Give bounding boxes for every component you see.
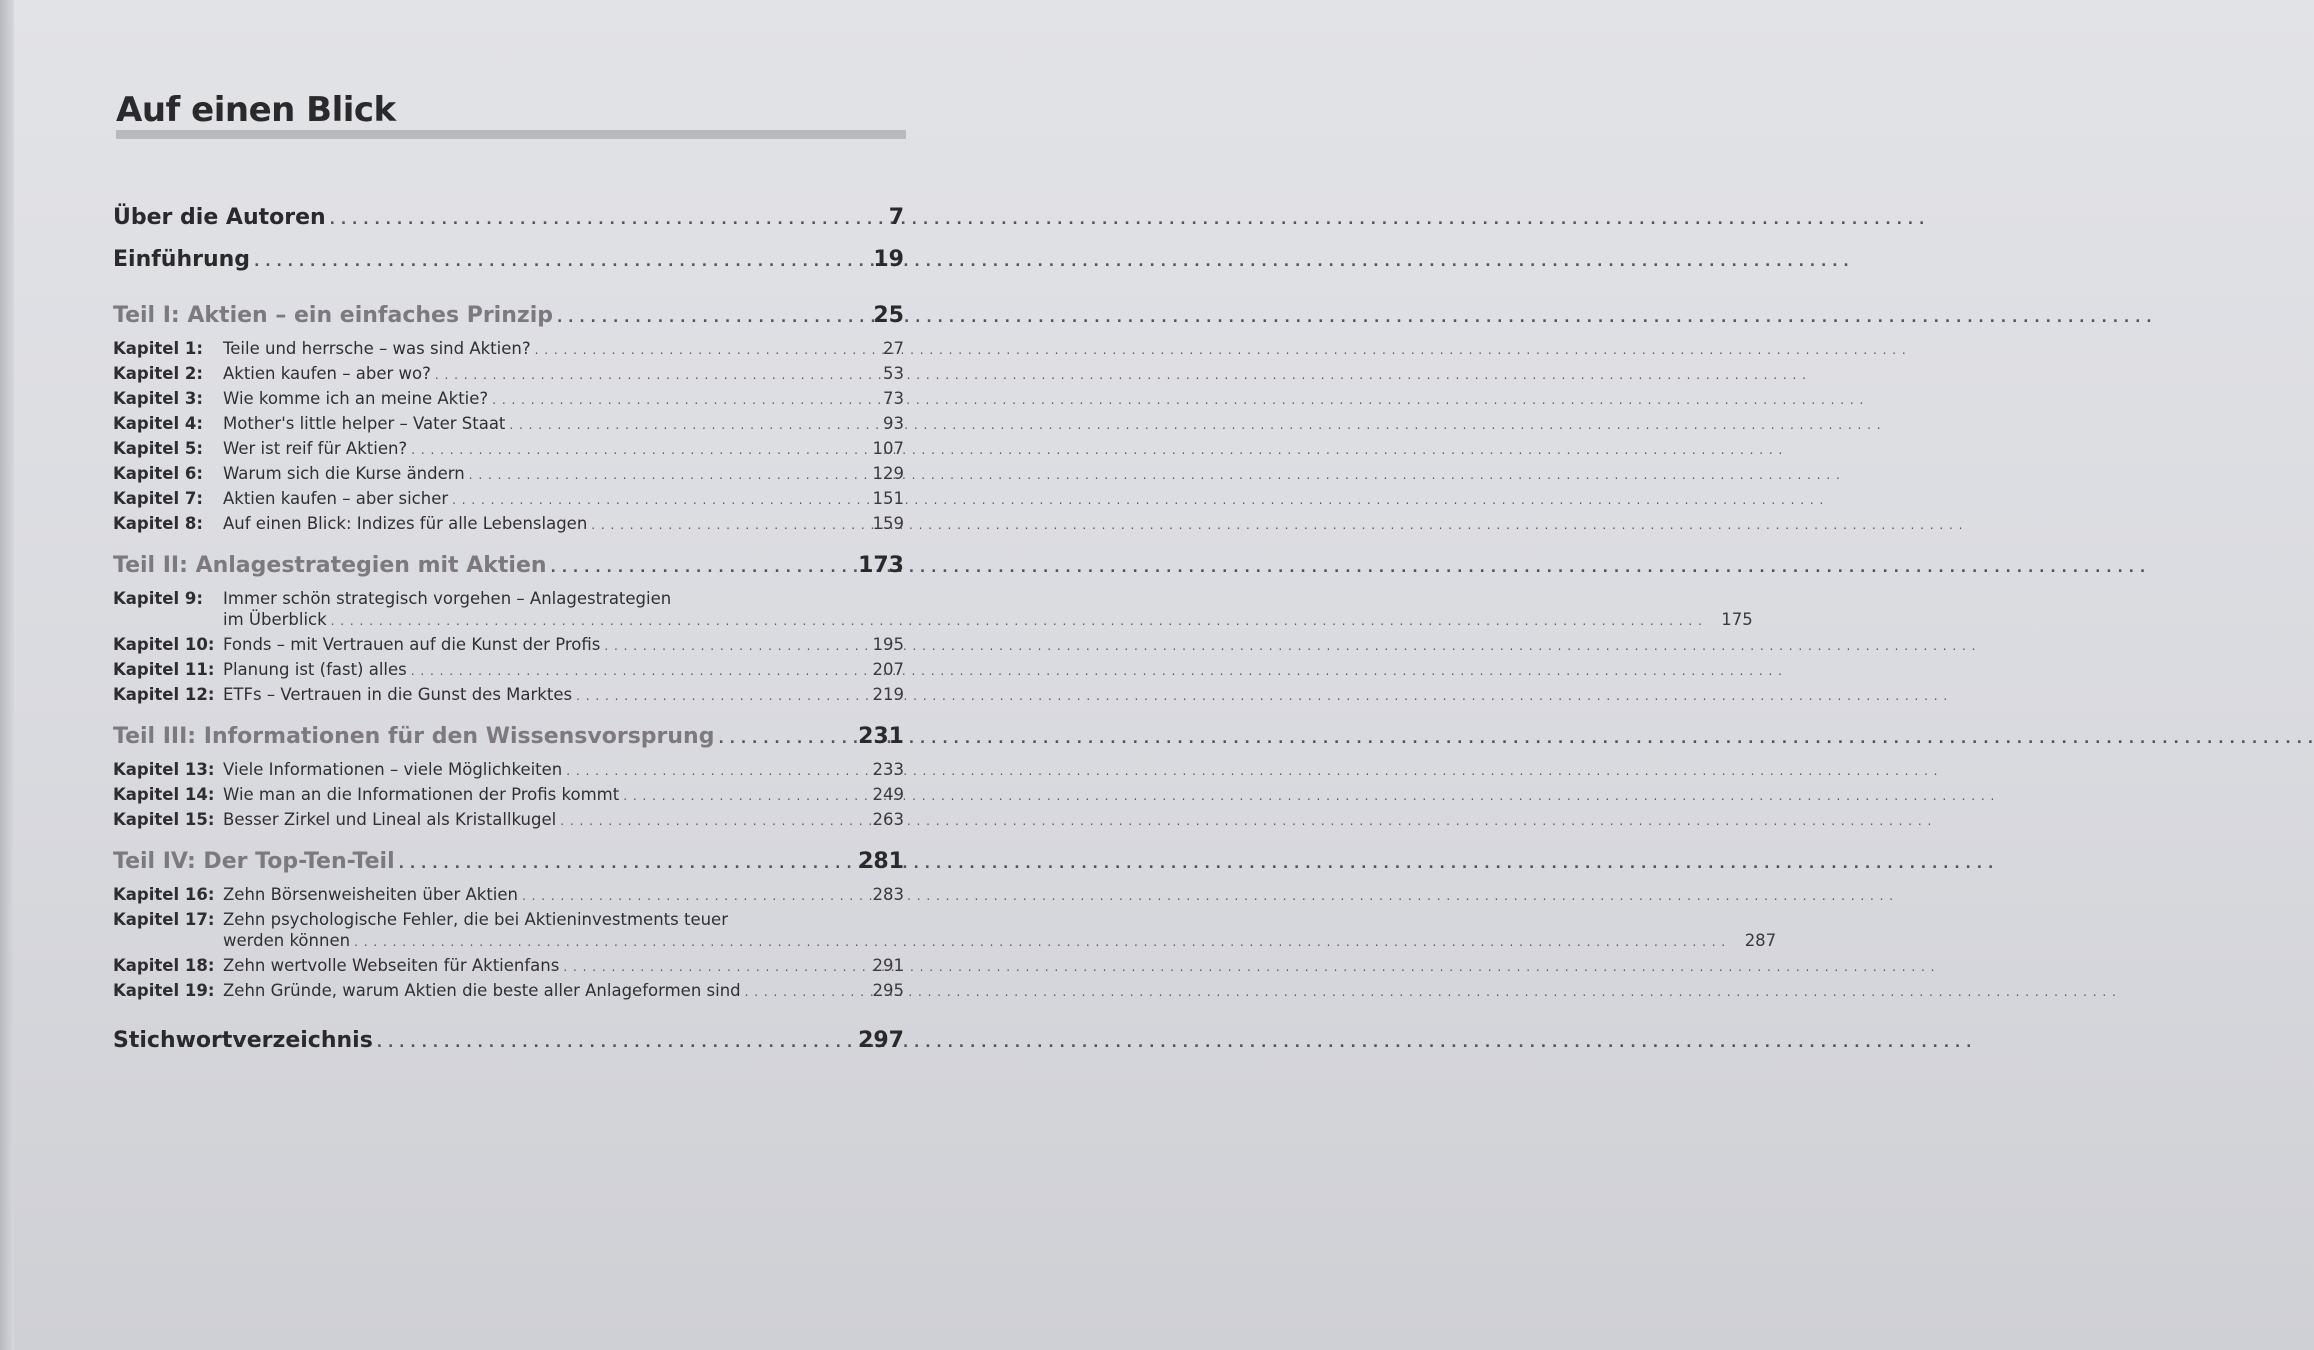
chapter-title-line-1: Zehn psychologische Fehler, die bei Aktieninvestments teuer bbox=[223, 910, 728, 929]
part-page: 25 bbox=[873, 303, 904, 328]
chapter-label: Kapitel 15: bbox=[113, 810, 215, 829]
part-title: Teil IV: Der Top-Ten-Teil bbox=[113, 849, 395, 874]
chapter-title: Zehn Börsenweisheiten über Aktien bbox=[223, 885, 518, 904]
part-title: Teil I: Aktien – ein einfaches Prinzip bbox=[113, 303, 553, 328]
toc-chapter-4[interactable] bbox=[113, 414, 904, 439]
chapter-title-line-2: im Überblick bbox=[223, 610, 327, 629]
toc-chapter-14[interactable] bbox=[113, 785, 904, 810]
chapter-label: Kapitel 6: bbox=[113, 464, 203, 483]
chapter-title: Aktien kaufen – aber wo? bbox=[223, 364, 431, 383]
chapter-label: Kapitel 13: bbox=[113, 760, 215, 779]
chapter-page: 287 bbox=[1744, 931, 1777, 950]
chapter-label: Kapitel 7: bbox=[113, 489, 203, 508]
leader-dots bbox=[354, 935, 1726, 949]
toc-chapter-8[interactable] bbox=[113, 514, 904, 539]
leader-dots bbox=[557, 310, 858, 326]
toc-chapter-3[interactable] bbox=[113, 389, 904, 414]
chapter-page: 93 bbox=[883, 414, 904, 433]
leader-dots bbox=[718, 731, 852, 747]
leader-dots bbox=[452, 493, 854, 507]
chapter-title: Viele Informationen – viele Möglichkeiten bbox=[223, 760, 563, 779]
toc-chapter-12[interactable] bbox=[113, 685, 904, 710]
leader-dots bbox=[411, 443, 854, 457]
chapter-title: Besser Zirkel und Lineal als Kristallkugel bbox=[223, 810, 557, 829]
chapter-page: 107 bbox=[872, 439, 904, 458]
entry-page: 19 bbox=[873, 247, 904, 272]
toc-entry-index[interactable] bbox=[113, 1028, 904, 1070]
chapter-label: Kapitel 17: bbox=[113, 910, 215, 929]
chapter-title: Warum sich die Kurse ändern bbox=[223, 464, 465, 483]
chapter-label: Kapitel 14: bbox=[113, 785, 215, 804]
chapter-page: 249 bbox=[872, 785, 904, 804]
toc-chapter-10[interactable] bbox=[113, 635, 904, 660]
toc-chapter-16[interactable] bbox=[113, 885, 904, 910]
toc-chapter-6[interactable] bbox=[113, 464, 904, 489]
entry-page: 7 bbox=[888, 205, 904, 230]
leader-dots bbox=[492, 393, 854, 407]
leader-dots bbox=[254, 254, 858, 270]
leader-dots bbox=[535, 343, 854, 357]
leader-dots bbox=[566, 764, 854, 778]
chapter-title: Wie man an die Informationen der Profis kommt bbox=[223, 785, 620, 804]
page-edge bbox=[0, 0, 14, 1350]
toc-part-3[interactable] bbox=[113, 724, 904, 760]
toc-chapter-5[interactable] bbox=[113, 439, 904, 464]
toc-chapter-15[interactable] bbox=[113, 810, 904, 835]
chapter-label: Kapitel 1: bbox=[113, 339, 203, 358]
chapter-label: Kapitel 10: bbox=[113, 635, 215, 654]
entry-page: 297 bbox=[858, 1028, 904, 1053]
chapter-label: Kapitel 19: bbox=[113, 981, 215, 1000]
toc-chapter-11[interactable] bbox=[113, 660, 904, 685]
leader-dots bbox=[330, 212, 858, 228]
chapter-label: Kapitel 9: bbox=[113, 589, 203, 608]
chapter-title: Fonds – mit Vertrauen auf die Kunst der Profis bbox=[223, 635, 601, 654]
chapter-page: 283 bbox=[872, 885, 904, 904]
toc-chapter-7[interactable] bbox=[113, 489, 904, 514]
toc-chapter-9[interactable] bbox=[113, 589, 1753, 635]
page-title: Auf einen Blick bbox=[116, 90, 396, 130]
chapter-page: 295 bbox=[872, 981, 904, 1000]
chapter-page: 129 bbox=[872, 464, 904, 483]
chapter-page: 175 bbox=[1721, 610, 1753, 629]
chapter-label: Kapitel 16: bbox=[113, 885, 215, 904]
table-of-contents bbox=[113, 205, 1777, 1070]
toc-chapter-17[interactable] bbox=[113, 910, 1777, 956]
chapter-page: 207 bbox=[872, 660, 904, 679]
leader-dots bbox=[604, 639, 854, 653]
chapter-page: 291 bbox=[872, 956, 904, 975]
leader-dots bbox=[745, 985, 854, 999]
toc-part-4[interactable] bbox=[113, 849, 904, 885]
chapter-title: Zehn Gründe, warum Aktien die beste aller Anlageformen sind bbox=[223, 981, 741, 1000]
toc-entry-introduction[interactable] bbox=[113, 247, 904, 289]
chapter-label: Kapitel 2: bbox=[113, 364, 203, 383]
chapter-label: Kapitel 4: bbox=[113, 414, 203, 433]
leader-dots bbox=[522, 889, 854, 903]
chapter-label: Kapitel 3: bbox=[113, 389, 203, 408]
toc-chapter-18[interactable] bbox=[113, 956, 904, 981]
leader-dots bbox=[563, 960, 854, 974]
chapter-label: Kapitel 11: bbox=[113, 660, 215, 679]
heading-block bbox=[116, 88, 906, 139]
leader-dots bbox=[591, 518, 854, 532]
toc-part-1[interactable] bbox=[113, 303, 904, 339]
part-page: 173 bbox=[858, 553, 904, 578]
chapter-page: 27 bbox=[883, 339, 904, 358]
toc-chapter-1[interactable] bbox=[113, 339, 904, 364]
entry-title: Stichwortverzeichnis bbox=[113, 1028, 373, 1053]
chapter-title: Aktien kaufen – aber sicher bbox=[223, 489, 449, 508]
chapter-label: Kapitel 8: bbox=[113, 514, 203, 533]
toc-chapter-13[interactable] bbox=[113, 760, 904, 785]
toc-part-2[interactable] bbox=[113, 553, 904, 589]
chapter-page: 233 bbox=[872, 760, 904, 779]
leader-dots bbox=[469, 468, 854, 482]
chapter-label: Kapitel 5: bbox=[113, 439, 203, 458]
entry-title: Über die Autoren bbox=[113, 205, 326, 230]
leader-dots bbox=[411, 664, 854, 678]
part-title: Teil III: Informationen für den Wissensvorsprung bbox=[113, 724, 715, 749]
chapter-title-line-1: Immer schön strategisch vorgehen – Anlagestrategien bbox=[223, 589, 672, 608]
toc-entry-authors[interactable] bbox=[113, 205, 904, 247]
chapter-page: 195 bbox=[872, 635, 904, 654]
leader-dots bbox=[551, 560, 853, 576]
chapter-page: 151 bbox=[872, 489, 904, 508]
chapter-title-line-2: werden können bbox=[223, 931, 351, 950]
leader-dots bbox=[560, 814, 854, 828]
leader-dots bbox=[435, 368, 854, 382]
chapter-label: Kapitel 18: bbox=[113, 956, 215, 975]
chapter-title: Zehn wertvolle Webseiten für Aktienfans bbox=[223, 956, 560, 975]
leader-dots bbox=[623, 789, 854, 803]
part-page: 231 bbox=[858, 724, 904, 749]
toc-chapter-2[interactable] bbox=[113, 364, 904, 389]
chapter-page: 53 bbox=[883, 364, 904, 383]
chapter-page: 73 bbox=[883, 389, 904, 408]
leader-dots bbox=[509, 418, 854, 432]
chapter-title: Auf einen Blick: Indizes für alle Lebenslagen bbox=[223, 514, 588, 533]
chapter-title: ETFs – Vertrauen in die Gunst des Marktes bbox=[223, 685, 573, 704]
part-page: 281 bbox=[858, 849, 904, 874]
chapter-title: Planung ist (fast) alles bbox=[223, 660, 407, 679]
chapter-title: Mother's little helper – Vater Staat bbox=[223, 414, 506, 433]
leader-dots bbox=[331, 614, 1703, 628]
chapter-label: Kapitel 12: bbox=[113, 685, 215, 704]
leader-dots bbox=[576, 689, 854, 703]
toc-chapter-19[interactable] bbox=[113, 981, 904, 1006]
chapter-page: 219 bbox=[872, 685, 904, 704]
chapter-page: 263 bbox=[872, 810, 904, 829]
chapter-page: 159 bbox=[872, 514, 904, 533]
chapter-title: Wer ist reif für Aktien? bbox=[223, 439, 408, 458]
entry-title: Einführung bbox=[113, 247, 251, 272]
leader-dots bbox=[399, 856, 852, 872]
chapter-title: Teile und herrsche – was sind Aktien? bbox=[223, 339, 531, 358]
part-title: Teil II: Anlagestrategien mit Aktien bbox=[113, 553, 547, 578]
chapter-title: Wie komme ich an meine Aktie? bbox=[223, 389, 489, 408]
leader-dots bbox=[377, 1035, 852, 1051]
